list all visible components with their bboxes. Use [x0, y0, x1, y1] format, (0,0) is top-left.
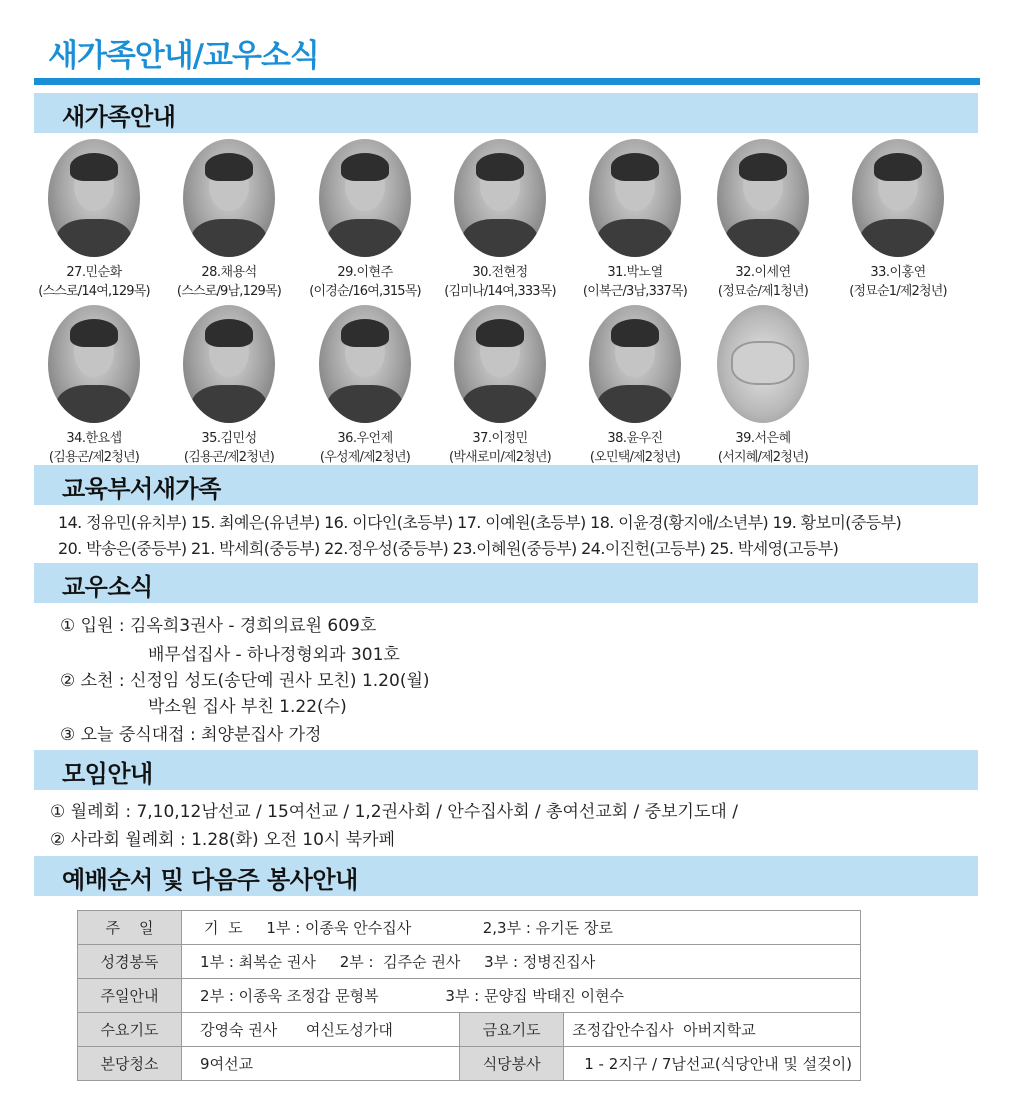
row-label: 주일안내: [78, 979, 182, 1013]
member-info: (스스로/9남,129목): [176, 284, 282, 299]
section-new-family: [34, 93, 978, 133]
member-info: (김미나/14여,333목): [444, 284, 556, 299]
member-info: (김용곤/제2청년): [183, 450, 275, 465]
news-condolence-2: 박소원 집사 부친 1.22(수): [148, 697, 347, 717]
member-info: (이복근/3남,337목): [582, 284, 688, 299]
section-edu-new-family: [34, 465, 978, 505]
member-photo: [48, 305, 140, 423]
member-name: 34.한요셉: [66, 431, 122, 446]
member-info: (김용곤/제2청년): [48, 450, 140, 465]
section-title: 교육부서새가족: [62, 475, 221, 503]
member-name: 36.우언제: [337, 431, 393, 446]
member-info: (박새로미/제2청년): [449, 450, 551, 465]
member-info: (우성제/제2청년): [319, 450, 411, 465]
member-info: (이경순/16여,315목): [309, 284, 421, 299]
member-card: [26, 139, 162, 299]
section-news: [34, 563, 978, 603]
member-photo: [454, 139, 546, 257]
table-row: [78, 1013, 861, 1047]
row-value: 2부 : 이종욱 조정갑 문형복 3부 : 문양집 박태진 이현수: [182, 979, 861, 1013]
member-card: [432, 139, 568, 299]
member-info: (스스로/14여,129목): [38, 284, 150, 299]
member-name: 29.이현주: [337, 265, 393, 280]
member-card: [161, 139, 297, 299]
member-name: 35.김민성: [201, 431, 257, 446]
member-name: 32.이세연: [735, 265, 791, 280]
row-label: 식당봉사: [460, 1047, 564, 1081]
member-photo: [589, 139, 681, 257]
row-value: 1 - 2지구 / 7남선교(식당안내 및 설겆이): [564, 1047, 861, 1081]
member-name: 28.채용석: [201, 265, 257, 280]
row-value: 강영숙 권사 여신도성가대: [182, 1013, 460, 1047]
page-title: 새가족안내/교우소식: [48, 38, 319, 74]
table-row: [78, 911, 861, 945]
member-photo: [48, 139, 140, 257]
row-label: 본당청소: [78, 1047, 182, 1081]
row-label: 금요기도: [460, 1013, 564, 1047]
member-photo: [319, 305, 411, 423]
news-hospital: ① 입원 : 김옥희3권사 - 경희의료원 609호: [60, 616, 377, 636]
praying-hands-photo: [717, 305, 809, 423]
member-photo: [454, 305, 546, 423]
news-hospital-2: 배무섭집사 - 하나정형외과 301호: [148, 645, 400, 665]
member-card: [830, 139, 966, 299]
member-photo: [717, 139, 809, 257]
section-title: 새가족안내: [62, 103, 176, 131]
member-name: 30.전현정: [472, 265, 528, 280]
row-label: 주 일: [78, 911, 182, 945]
table-row: [78, 1047, 861, 1081]
member-card: [26, 305, 162, 465]
news-lunch: ③ 오늘 중식대접 : 최양분집사 가정: [60, 725, 322, 745]
member-info: (정묘순/제1청년): [717, 284, 809, 299]
member-info: (서지혜/제2청년): [717, 450, 809, 465]
row-value: 조정갑안수집사 아버지학교: [564, 1013, 861, 1047]
member-name: 31.박노열: [607, 265, 663, 280]
section-meetings: [34, 750, 978, 790]
section-title: 교우소식: [62, 573, 153, 601]
member-photo: [319, 139, 411, 257]
member-photo: [183, 139, 275, 257]
member-card: [297, 305, 433, 465]
row-label: 성경봉독: [78, 945, 182, 979]
member-photo: [183, 305, 275, 423]
edu-family-line: 20. 박송은(중등부) 21. 박세희(중등부) 22.정우성(중등부) 23.이혜원(중등부) 24.이진헌(고등부) 25. 박세영(고등부): [58, 539, 839, 558]
row-label: 수요기도: [78, 1013, 182, 1047]
member-info: (정묘순1/제2청년): [849, 284, 947, 299]
meeting-line: ① 월례회 : 7,10,12남선교 / 15여선교 / 1,2권사회 / 안수집사회 / 총여선교회 / 중보기도대 /: [50, 802, 738, 822]
row-value: 기 도 1부 : 이종욱 안수집사 2,3부 : 유기돈 장로: [182, 911, 861, 945]
member-card: [695, 305, 831, 465]
member-card: [695, 139, 831, 299]
member-card: [567, 139, 703, 299]
row-value: 9여선교: [182, 1047, 460, 1081]
member-card: [161, 305, 297, 465]
title-divider: [34, 78, 980, 85]
section-worship: [34, 856, 978, 896]
member-name: 39.서은혜: [735, 431, 791, 446]
edu-family-line: 14. 정유민(유치부) 15. 최예은(유년부) 16. 이다인(초등부) 17. 이예원(초등부) 18. 이윤경(황지애/소년부) 19. 황보미(중등부): [58, 513, 902, 532]
row-value: 1부 : 최복순 권사 2부 : 김주순 권사 3부 : 정병진집사: [182, 945, 861, 979]
member-card: [567, 305, 703, 465]
section-title: 예배순서 및 다음주 봉사안내: [62, 866, 358, 894]
table-row: [78, 945, 861, 979]
member-info: (오민택/제2청년): [589, 450, 681, 465]
section-title: 모임안내: [62, 760, 153, 788]
member-photo: [589, 305, 681, 423]
member-photo: [852, 139, 944, 257]
meeting-line: ② 사라회 월례회 : 1.28(화) 오전 10시 북카페: [50, 830, 396, 850]
member-name: 38.윤우진: [607, 431, 663, 446]
service-schedule-table: [77, 910, 861, 1081]
member-name: 33.이홍연: [870, 265, 926, 280]
member-name: 27.민순화: [66, 265, 122, 280]
news-condolence: ② 소천 : 신정임 성도(송단예 권사 모친) 1.20(월): [60, 671, 430, 691]
member-name: 37.이정민: [472, 431, 528, 446]
table-row: [78, 979, 861, 1013]
member-card: [432, 305, 568, 465]
member-card: [297, 139, 433, 299]
